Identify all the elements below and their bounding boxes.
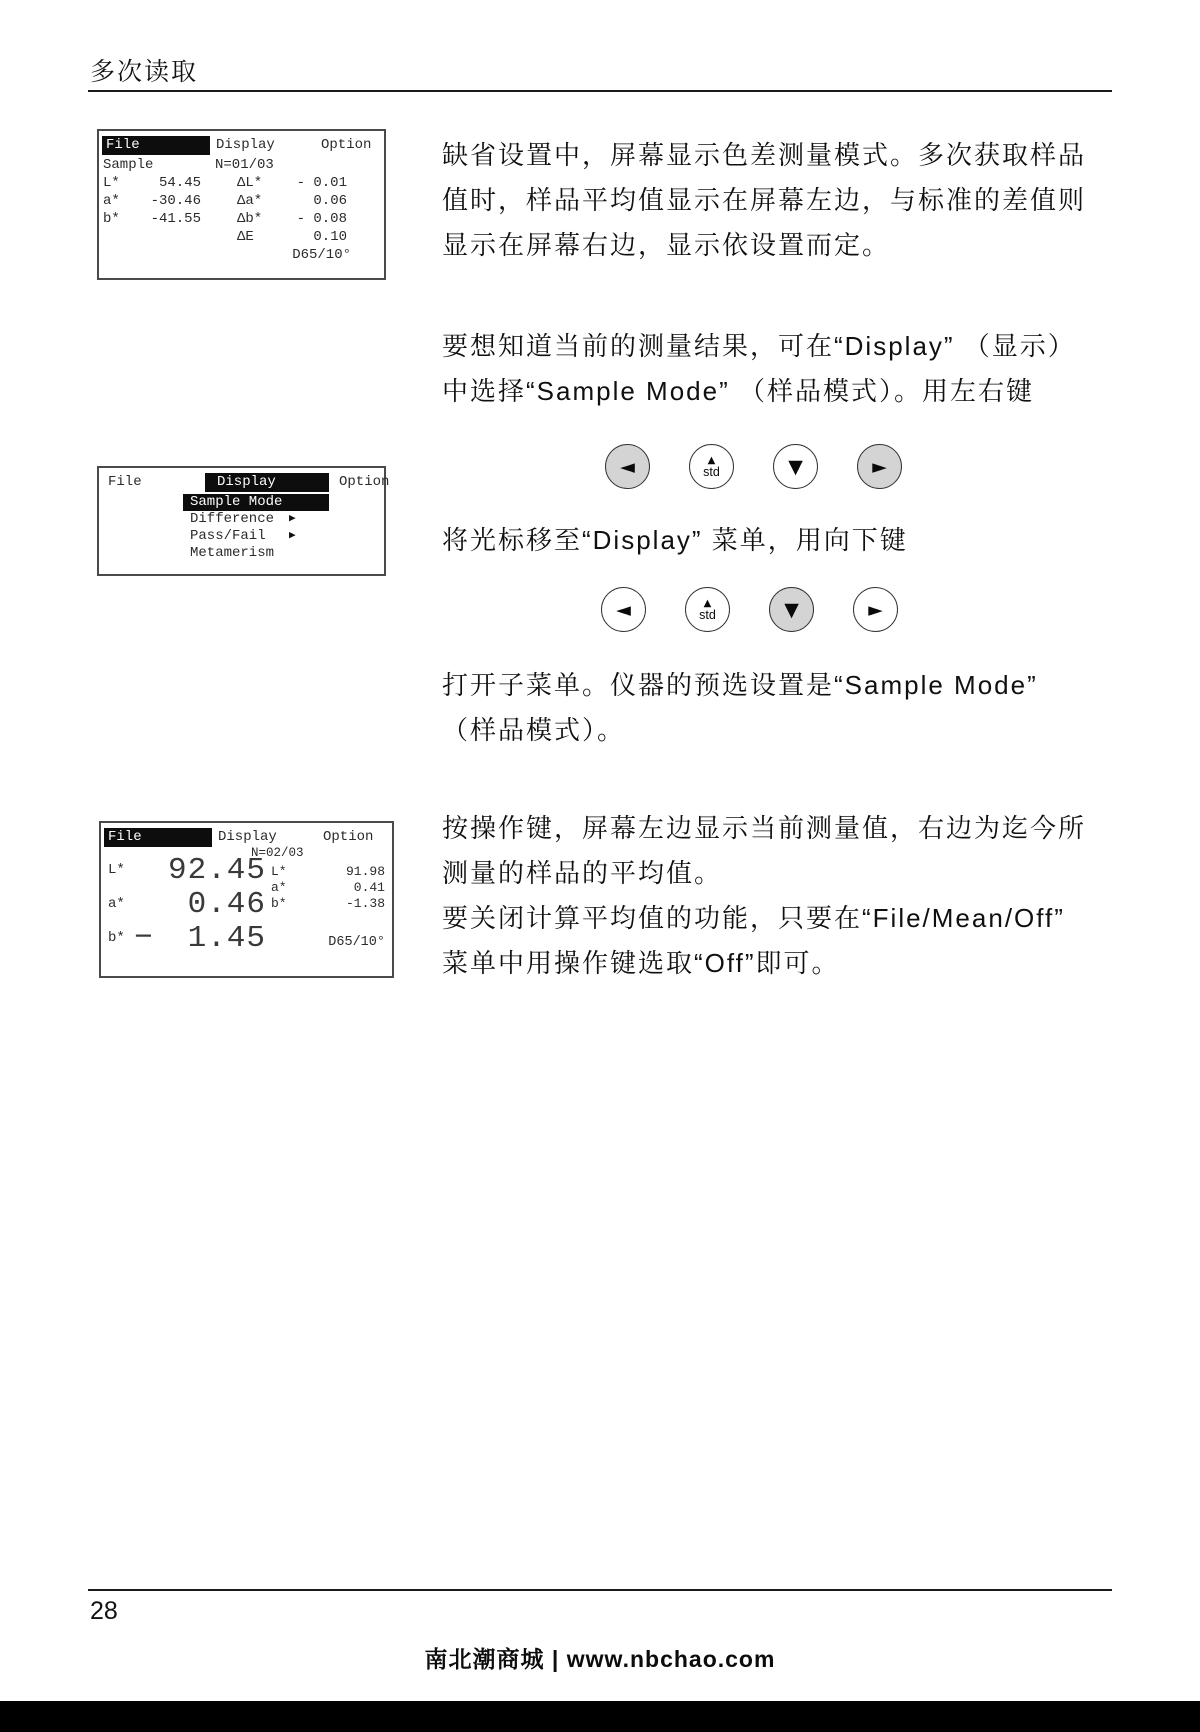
- lcd-menu-file[interactable]: File: [108, 474, 142, 490]
- big-value: 1.45: [187, 920, 266, 956]
- paragraph-line: 显示在屏幕右边，显示依设置而定。: [442, 230, 891, 260]
- page-number: 28: [90, 1597, 118, 1625]
- right-arrow-icon: ►: [872, 455, 887, 478]
- right-triangle-icon: ▶: [289, 513, 296, 525]
- paragraph-line: 值时，样品平均值显示在屏幕左边，与标准的差值则: [442, 185, 1087, 215]
- paragraph-line: 中选择“Sample Mode” （样品模式）。用左右键: [442, 376, 1034, 406]
- keypad-row-1: [605, 444, 902, 489]
- paragraph-line: 要关闭计算平均值的功能，只要在“File/Mean/Off”: [442, 903, 1065, 933]
- key-std[interactable]: [689, 444, 734, 489]
- lab-label: L*: [108, 862, 125, 878]
- lcd-menu-option[interactable]: Option: [321, 137, 372, 153]
- paragraph-line: 要想知道当前的测量结果，可在“Display” （显示）: [442, 331, 1076, 361]
- avg-row: [271, 880, 385, 896]
- display-submenu: [183, 494, 329, 562]
- key-down[interactable]: [773, 444, 818, 489]
- lcd-menu-display[interactable]: Display: [216, 137, 275, 153]
- lcd-screen-display-menu: [97, 466, 390, 576]
- lcd-data-row: [99, 192, 384, 210]
- lab-value: 54.45: [158, 175, 201, 191]
- lab-label: b*: [103, 211, 120, 227]
- paragraph-move-cursor: [442, 518, 1097, 563]
- avg-row: [271, 864, 385, 880]
- illuminant-observer: D65/10°: [328, 935, 385, 950]
- key-sublabel: std: [703, 464, 720, 479]
- sample-counter: N=01/03: [215, 157, 274, 173]
- lab-value: -30.46: [150, 193, 201, 209]
- delta-label: Δb*: [237, 211, 263, 227]
- header-divider: [88, 90, 1112, 92]
- submenu-item-metamerism[interactable]: [183, 545, 329, 562]
- lab-label: L*: [103, 175, 120, 191]
- paragraph-open-submenu: [442, 663, 1097, 753]
- avg-value: -1.38: [345, 896, 385, 911]
- paragraph-line: 打开子菜单。仪器的预选设置是“Sample Mode”: [442, 670, 1038, 700]
- paragraph-line: 测量的样品的平均值。: [442, 858, 723, 888]
- lab-label: b*: [108, 930, 125, 946]
- keypad-row-2: [601, 587, 898, 632]
- lcd-sample-row: [99, 156, 384, 174]
- submenu-label: Metamerism: [190, 545, 275, 561]
- lcd-data-row: [99, 210, 384, 228]
- avg-value: 0.41: [353, 880, 385, 895]
- lab-label: L*: [271, 864, 287, 879]
- key-right[interactable]: [853, 587, 898, 632]
- key-std[interactable]: [685, 587, 730, 632]
- paragraph-line: （样品模式）。: [442, 715, 626, 745]
- submenu-item-pass-fail[interactable]: [183, 528, 329, 545]
- delta-label: ΔE: [237, 229, 254, 245]
- paragraph-default-display: [442, 133, 1097, 268]
- lcd-menubar: [99, 136, 384, 156]
- lcd-menubar: [101, 828, 392, 848]
- lab-label: a*: [103, 193, 120, 209]
- bottom-black-bar: [0, 1701, 1200, 1732]
- key-right[interactable]: [857, 444, 902, 489]
- paragraph-display-menu: [442, 324, 1097, 414]
- delta-value: - 0.01: [296, 175, 347, 191]
- big-value-row: [108, 853, 266, 887]
- delta-value: 0.06: [313, 193, 347, 209]
- lab-label: a*: [271, 880, 287, 895]
- average-values-column: [271, 864, 385, 912]
- lcd-data-row: [99, 228, 384, 246]
- left-arrow-icon: ◄: [616, 598, 631, 621]
- lab-label: a*: [108, 896, 125, 912]
- lcd-screen-sample-mode: [99, 821, 394, 978]
- avg-value: 91.98: [345, 864, 385, 879]
- key-left[interactable]: [605, 444, 650, 489]
- delta-value: - 0.08: [296, 211, 347, 227]
- lab-label: b*: [271, 896, 287, 911]
- submenu-label: Pass/Fail: [190, 528, 266, 544]
- lcd-menu-option[interactable]: Option: [339, 474, 390, 490]
- lcd-menu-display[interactable]: Display: [218, 829, 277, 845]
- footer-divider: [88, 1589, 1112, 1591]
- lcd-screen-difference-mode: [97, 129, 386, 280]
- down-arrow-icon: ▼: [788, 455, 803, 478]
- minus-sign: −: [134, 920, 154, 956]
- paragraph-line: 将光标移至“Display” 菜单，用向下键: [442, 525, 908, 555]
- paragraph-line: 菜单中用操作键选取“Off”即可。: [442, 948, 840, 978]
- delta-value: 0.10: [313, 229, 347, 245]
- submenu-label: Sample Mode: [190, 494, 283, 510]
- big-value-row: [108, 887, 266, 921]
- paragraph-mean-values: [442, 806, 1097, 986]
- big-value: 92.45: [167, 852, 266, 888]
- key-sublabel: std: [699, 607, 716, 622]
- lcd-menu-display[interactable]: Display: [205, 473, 329, 492]
- lab-label: [103, 228, 131, 246]
- big-value: 0.46: [187, 886, 266, 922]
- sample-counter: N=02/03: [251, 846, 304, 860]
- up-arrow-icon: ▲: [703, 597, 712, 609]
- lcd-menu-file[interactable]: File: [102, 136, 210, 155]
- lcd-menu-file[interactable]: File: [104, 828, 212, 847]
- key-left[interactable]: [601, 587, 646, 632]
- submenu-item-difference[interactable]: [183, 511, 329, 528]
- left-arrow-icon: ◄: [620, 455, 635, 478]
- lab-value: -41.55: [150, 211, 201, 227]
- page-title: 多次读取: [90, 58, 199, 86]
- paragraph-line: 缺省设置中，屏幕显示色差测量模式。多次获取样品: [442, 140, 1087, 170]
- submenu-item-sample-mode[interactable]: [183, 494, 329, 511]
- delta-label: ΔL*: [237, 175, 263, 191]
- lcd-menu-option[interactable]: Option: [323, 829, 374, 845]
- paragraph-line: 按操作键，屏幕左边显示当前测量值，右边为迄今所: [442, 813, 1087, 843]
- lcd-data-row: [99, 174, 384, 192]
- lab-value: [131, 228, 201, 246]
- big-value-row: [108, 921, 266, 955]
- footer-site-text: 南北潮商城 | www.nbchao.com: [424, 1646, 776, 1672]
- submenu-label: Difference: [190, 511, 275, 527]
- avg-row: [271, 896, 385, 912]
- delta-label: Δa*: [237, 193, 263, 209]
- lcd-menubar: [99, 473, 390, 493]
- illuminant-observer: D65/10°: [292, 247, 351, 263]
- right-triangle-icon: ▶: [289, 530, 296, 542]
- up-arrow-icon: ▲: [707, 454, 716, 466]
- sample-label: Sample: [103, 157, 154, 173]
- down-arrow-icon: ▼: [784, 598, 799, 621]
- key-down[interactable]: [769, 587, 814, 632]
- right-arrow-icon: ►: [868, 598, 883, 621]
